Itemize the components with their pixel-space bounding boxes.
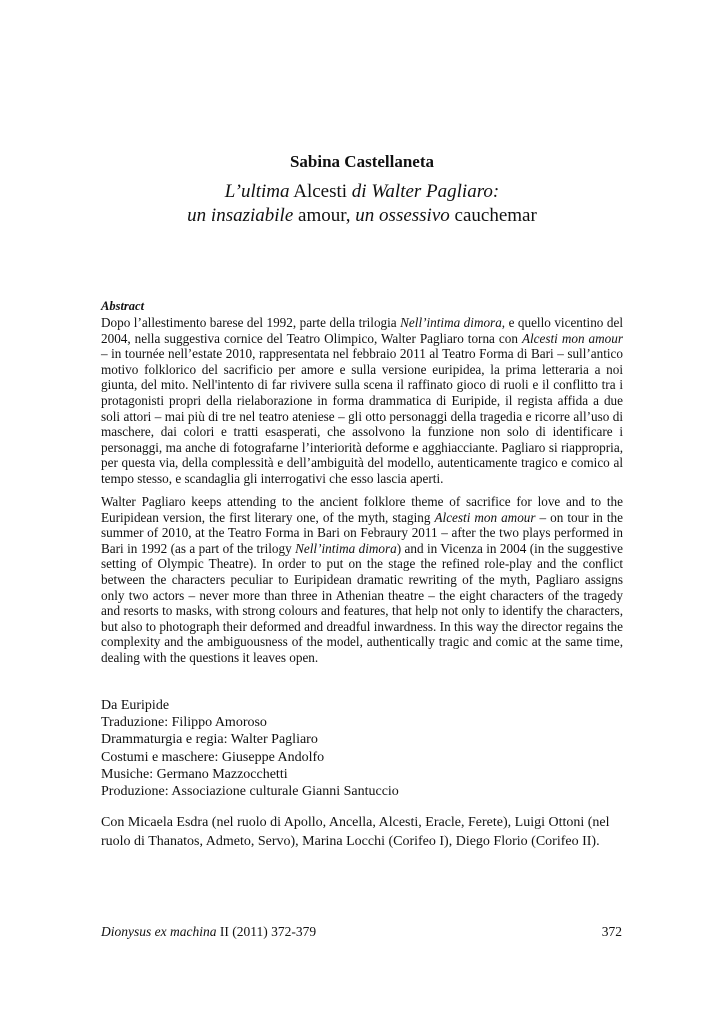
abstract-italian — [101, 315, 623, 487]
italic-run: di Walter Pagliaro: — [351, 181, 500, 202]
footer-journal — [101, 924, 316, 940]
title-line-2 — [0, 204, 724, 228]
journal-issue: II (2011) 372-379 — [216, 924, 317, 939]
italic-run: un insaziabile — [187, 205, 294, 226]
italic-run: Alcesti mon amour — [521, 330, 623, 346]
text-run: – on tour in the summer of 2010, at the Teatro Forma in Bari on Febraury 2011 – after the two plays performed in Bari in 1992 (as a part of the trilogy — [101, 509, 623, 556]
italic-run: Nell’intima dimora — [295, 540, 397, 556]
credit-line: Da Euripide — [101, 698, 170, 713]
abstract-english — [101, 494, 623, 666]
author-name: Sabina Castellaneta — [289, 152, 435, 171]
italic-run: Nell’intima dimora — [400, 315, 502, 330]
credits-list — [101, 697, 399, 800]
credit-line: Musiche: Germano Mazzocchetti — [101, 766, 288, 782]
italic-run: L’ultima — [224, 181, 290, 202]
text-run: amour, — [293, 205, 356, 226]
cast-paragraph: Con Micaela Esdra (nel ruolo di Apollo, Ancella, Alcesti, Eracle, Ferete), Luigi Ottoni (nel ruolo di Thanatos, Admeto, Servo), Marina Locchi (Corifeo I), Diego Florio (Corifeo II). — [101, 815, 610, 849]
text-run: – in tournée nell’estate 2010, rappresentata nel febbraio 2011 al Teatro Forma di Bari – sull’antico motivo folklorico del sacrificio per amore e sulla versione euripidea, la prima letteraria a noi giunta, del mito. Nell'intento di far rivivere sulla scena il raffinato gioco di ruoli e il conflitto tra i protagonisti propri della rielaborazione in forma drammatica di Euripide, il regista affida a due soli attori – mai più di tre nel teatro ateniese – gli otto personaggi della tragedia e ricorre all’uso di maschere, dai colori e tratti esasperati, che assolvono la funzione non solo di identificare i personaggi, ma anche di fotografarne l’interiorità deforme e agghiacciante. Pagliaro si riappropria, per questa via, della complessità e dell’ambiguità del modello, autenticamente tragico e comico al tempo stesso, e scandaglia gli interrogativi che esso lascia aperti. — [101, 346, 623, 486]
page-number: 372 — [601, 924, 622, 939]
title-line-1 — [0, 180, 724, 204]
text-run: ) and in Vicenza in 2004 (in the suggestive setting of Olympic Theatre). In order to put on the stage the refined role-play and the conflict between the characters peculiar to Euripidean dramatic rewriting of the myth, Pagliaro assigns only two actors – never more than three in Athenian theatre – the eight characters of the tragedy and resorts to masks, with strong colours and features, that help not only to identify the characters, but also to photograph their deformed and dreadful inwardness. In this way the director regains the complexity and the ambiguousness of the model, authentically tragic and comic at the same time, dealing with the questions it leaves open. — [101, 540, 623, 665]
abstract-heading: Abstract — [101, 299, 145, 313]
article-title — [0, 180, 724, 228]
journal-name: Dionysus ex machina — [101, 924, 217, 939]
text-run: Walter Pagliaro keeps attending to the ancient folklore theme of sacrifice for love and to the Euripidean version, the first literary one, of the myth, staging — [101, 494, 623, 525]
italic-run: Alcesti mon amour — [434, 509, 536, 525]
text-run: Alcesti — [289, 181, 352, 202]
italic-run: un ossessivo — [355, 205, 450, 226]
text-run: cauchemar — [449, 205, 537, 226]
text-run: Dopo l’allestimento barese del 1992, parte della trilogia — [101, 315, 401, 330]
credit-line: Costumi e maschere: Giuseppe Andolfo — [101, 749, 325, 765]
credit-line: Produzione: Associazione culturale Gianni Santuccio — [101, 784, 399, 800]
text-run: , e quello vicentino del 2004, nella suggestiva cornice del Teatro Olimpico, Walter Pagliaro torna con — [101, 315, 623, 346]
credit-line: Traduzione: Filippo Amoroso — [101, 715, 267, 731]
credit-line: Drammaturgia e regia: Walter Pagliaro — [101, 732, 318, 748]
